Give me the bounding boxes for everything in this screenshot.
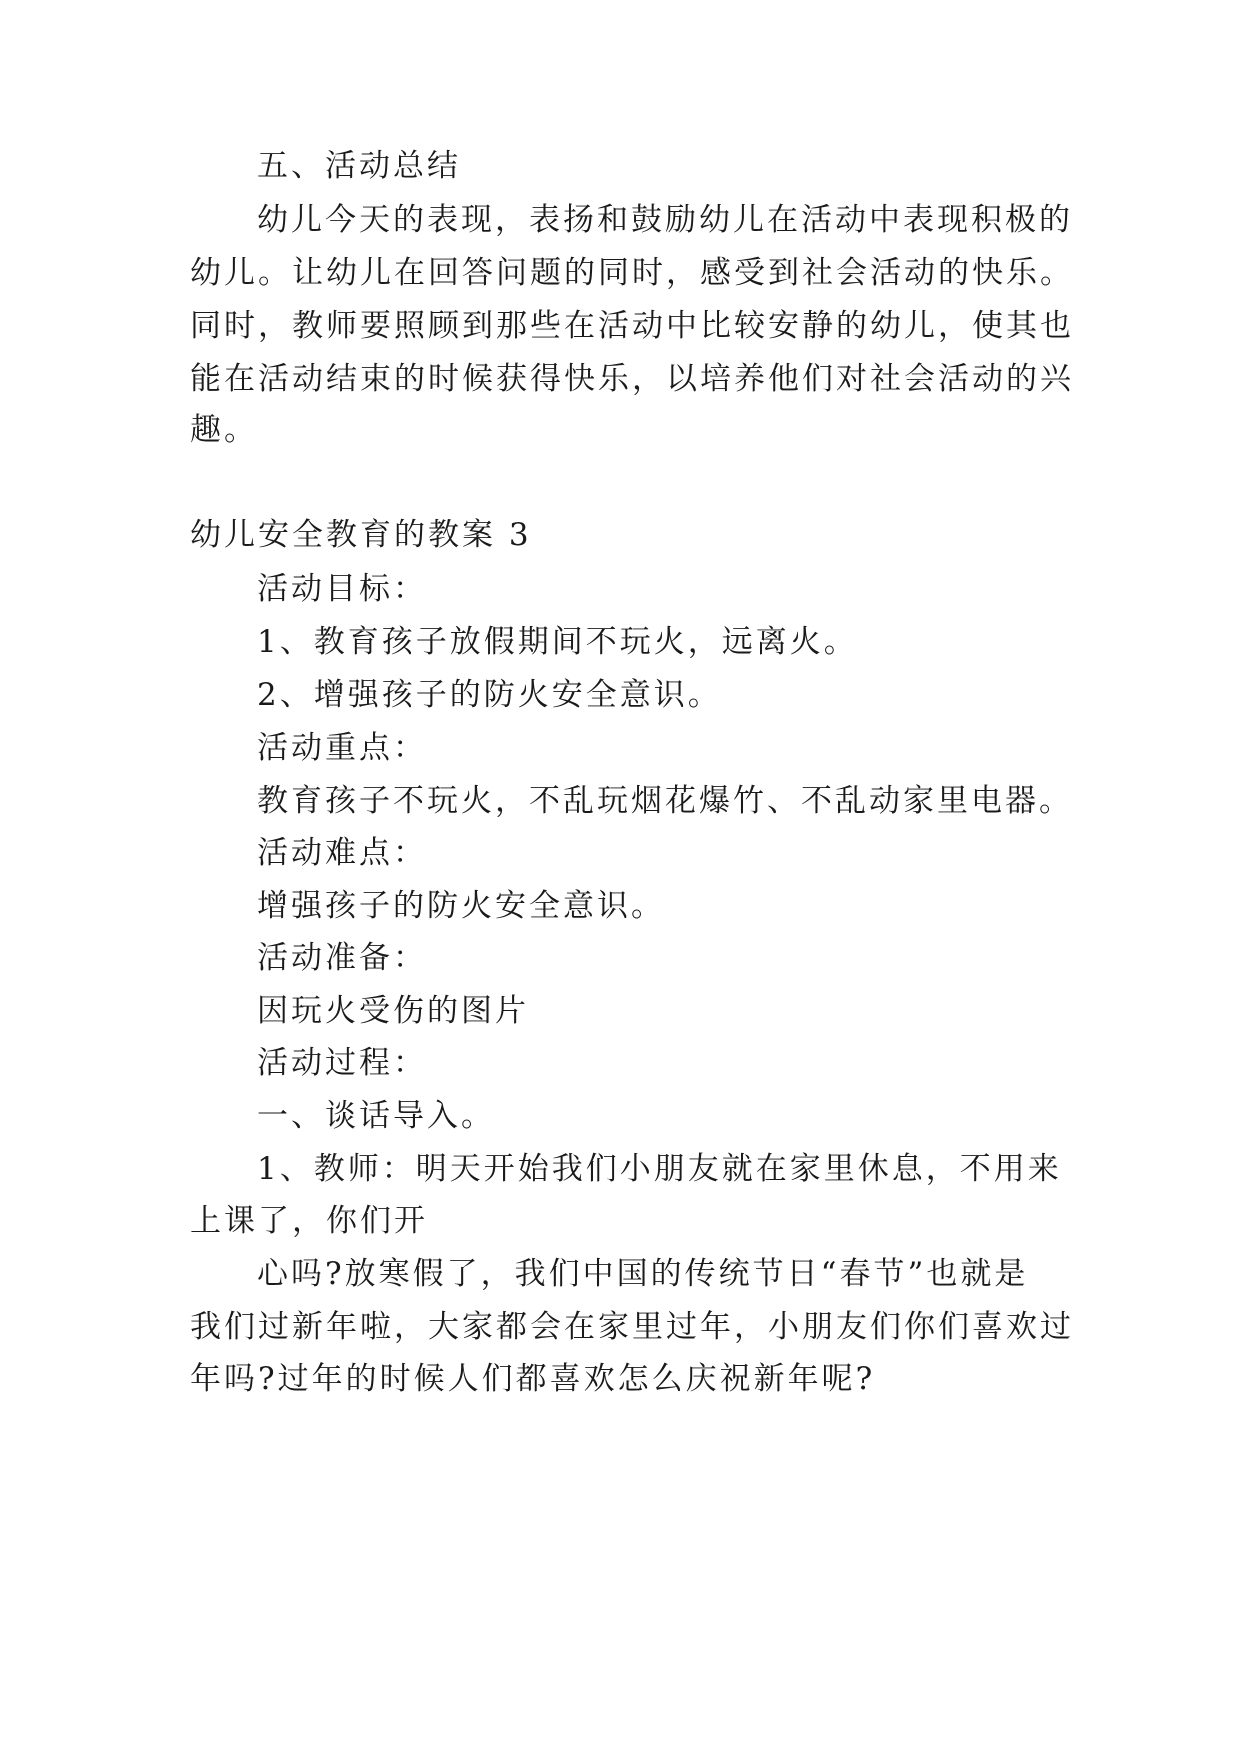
paragraph-line: 幼儿今天的表现，表扬和鼓励幼儿在活动中表现积极的 (257, 202, 1073, 238)
paragraph-line: 能在活动结束的时候获得快乐，以培养他们对社会活动的兴 (190, 361, 1074, 397)
lesson-title: 幼儿安全教育的教案 3 (190, 517, 532, 553)
paragraph-line: 我们过新年啦，大家都会在家里过年，小朋友们你们喜欢过 (190, 1309, 1074, 1345)
goal-item: 1、教育孩子放假期间不玩火，远离火。 (257, 624, 858, 660)
paragraph-line: 幼儿。让幼儿在回答问题的同时，感受到社会活动的快乐。 (190, 255, 1074, 291)
process-label: 活动过程： (257, 1045, 427, 1081)
paragraph-line: 年吗?过年的时候人们都喜欢怎么庆祝新年呢? (190, 1361, 876, 1397)
key-points-label: 活动重点： (257, 730, 427, 766)
preparation-label: 活动准备： (257, 940, 427, 976)
process-step: 一、谈话导入。 (257, 1098, 495, 1134)
goals-label: 活动目标： (257, 571, 427, 607)
key-points-text: 教育孩子不玩火，不乱玩烟花爆竹、不乱动家里电器。 (257, 783, 1073, 819)
paragraph-line: 1、教师：明天开始我们小朋友就在家里休息，不用来 (257, 1151, 1062, 1187)
goal-item: 2、增强孩子的防火安全意识。 (257, 677, 722, 713)
paragraph-line: 心吗?放寒假了，我们中国的传统节日“春节”也就是 (257, 1256, 1029, 1292)
section-heading: 五、活动总结 (257, 148, 461, 184)
difficulty-text: 增强孩子的防火安全意识。 (257, 888, 665, 924)
paragraph-line: 趣。 (190, 412, 258, 448)
difficulty-label: 活动难点： (257, 835, 427, 871)
preparation-text: 因玩火受伤的图片 (257, 993, 529, 1029)
paragraph-line: 上课了，你们开 (190, 1203, 428, 1239)
paragraph-line: 同时，教师要照顾到那些在活动中比较安静的幼儿，使其也 (190, 308, 1074, 344)
